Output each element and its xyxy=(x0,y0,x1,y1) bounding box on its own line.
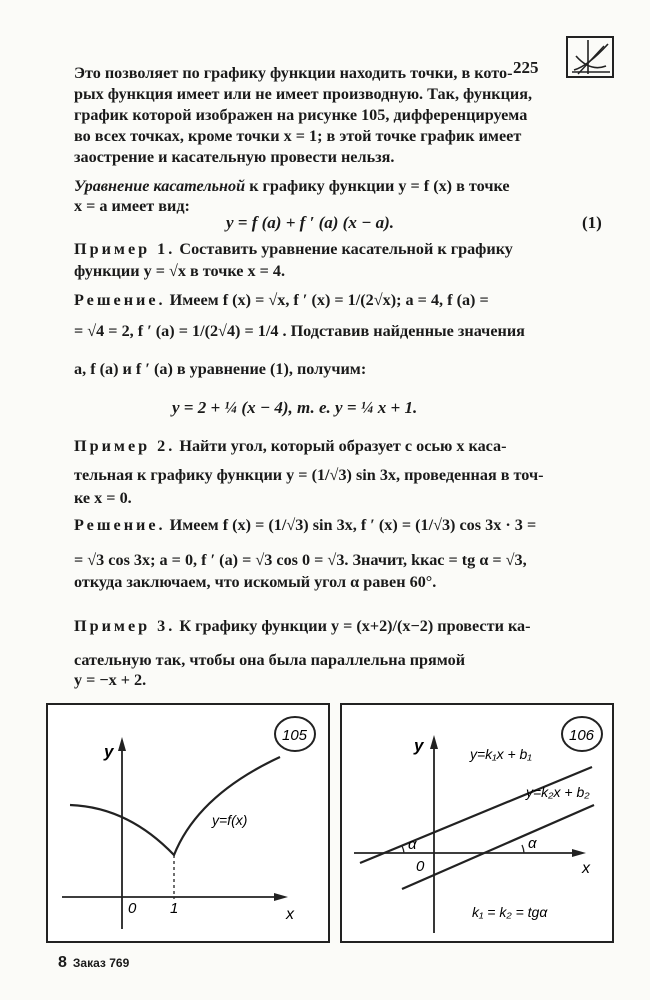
tangent-definition-line xyxy=(74,177,614,196)
x-axis-label: x xyxy=(286,906,294,923)
angle-label: α xyxy=(528,835,537,852)
figure-106-graph xyxy=(342,705,612,941)
solution-2-line xyxy=(74,516,614,535)
solution-1-line xyxy=(74,291,614,310)
angle-arc-2 xyxy=(522,845,524,853)
paragraph-text: Имеем f (x) = √x, f ′ (x) = 1/(2√x); a = 4, f (a) = xyxy=(165,291,489,309)
curve-label: y=f(x) xyxy=(212,812,248,828)
paragraph-line: рых функция имеет или не имеет производную. Так, функция, xyxy=(74,85,533,103)
x-axis-arrow xyxy=(274,893,288,901)
x-axis-arrow xyxy=(572,849,586,857)
y-axis-arrow xyxy=(118,737,126,751)
paragraph-line: Это позволяет по графику функции находить точки, в кото- xyxy=(74,64,513,82)
example-label: Пример 3. xyxy=(74,617,176,635)
tangent-line-2 xyxy=(402,805,594,889)
origin-label: 0 xyxy=(416,858,425,875)
paragraph-text: К графику функции y = (x+2)/(x−2) провести ка- xyxy=(175,617,531,635)
sheet-number: 8 xyxy=(58,954,67,971)
equation-1: y = f (a) + f ′ (a) (x − a). xyxy=(226,213,395,232)
paragraph-text: Имеем f (x) = (1/√3) sin 3x, f ′ (x) = (1/√3) cos 3x · 3 = xyxy=(165,516,537,534)
paragraph-line: y = −x + 2. xyxy=(74,671,147,689)
paragraph-line: функции y = √x в точке x = 4. xyxy=(74,262,286,280)
example-label: Пример 2. xyxy=(74,437,176,455)
example-3-line xyxy=(74,617,614,636)
equation-2: y = 2 + ¼ (x − 4), т. е. y = ¼ x + 1. xyxy=(172,398,418,417)
slope-relation: k₁ = k₂ = tgα xyxy=(472,904,548,920)
y-axis-arrow xyxy=(430,735,438,749)
y-axis-label: y xyxy=(104,742,114,761)
paragraph-line: тельная к графику функции y = (1/√3) sin 3x, проведенная в точ- xyxy=(74,466,544,484)
paragraph-line: x = a имеет вид: xyxy=(74,197,190,215)
y-axis-label: y xyxy=(414,736,424,755)
equation-1-number: (1) xyxy=(582,213,602,232)
paragraph-line: = √3 cos 3x; a = 0, f ′ (a) = √3 cos 0 = √3. Значит, kкас = tg α = √3, xyxy=(74,551,527,569)
paragraph-line: во всех точках, кроме точки x = 1; в этой точке график имеет xyxy=(74,127,522,145)
paragraph-text: к графику функции y = f (x) в точке xyxy=(245,177,510,195)
x-axis-label: x xyxy=(582,860,590,877)
solution-label: Решение. xyxy=(74,516,166,534)
angle-arc-1 xyxy=(402,846,404,853)
figure-105 xyxy=(46,703,330,943)
figure-106 xyxy=(340,703,614,943)
example-1-line xyxy=(74,240,614,259)
term-italic: Уравнение касательной xyxy=(74,177,246,195)
example-label: Пример 1. xyxy=(74,240,176,258)
paragraph-line: a, f (a) и f ′ (a) в уравнение (1), получим: xyxy=(74,360,367,378)
page-number: 225 xyxy=(513,58,539,77)
paragraph-line: ке x = 0. xyxy=(74,489,132,507)
angle-label: α xyxy=(408,836,417,853)
function-curve xyxy=(70,757,280,855)
paragraph-line: сательную так, чтобы она была параллельна прямой xyxy=(74,651,466,669)
page-footer xyxy=(58,954,129,972)
solution-label: Решение. xyxy=(74,291,166,309)
paragraph-line: заострение и касательную провести нельзя. xyxy=(74,148,395,166)
tick-label: 1 xyxy=(170,900,179,917)
figure-number: 106 xyxy=(569,727,595,744)
paragraph-text: Составить уравнение касательной к графику xyxy=(175,240,513,258)
line-1-label: y=k₁x + b₁ xyxy=(470,746,532,762)
figure-number: 105 xyxy=(282,727,308,744)
paragraph-text: Найти угол, который образует с осью x каса- xyxy=(175,437,507,455)
order-number: Заказ 769 xyxy=(72,956,130,970)
tangent-line-1 xyxy=(360,767,592,863)
example-2-line xyxy=(74,437,614,456)
paragraph-line: = √4 = 2, f ′ (a) = 1/(2√4) = 1/4 . Подставив найденные значения xyxy=(74,322,525,340)
paragraph-line: график которой изображен на рисунке 105, дифференцируема xyxy=(74,106,528,124)
figure-105-graph xyxy=(48,705,328,941)
line-2-label: y=k₂x + b₂ xyxy=(526,784,590,800)
paragraph-line: откуда заключаем, что искомый угол α равен 60°. xyxy=(74,573,437,591)
origin-label: 0 xyxy=(128,900,137,917)
